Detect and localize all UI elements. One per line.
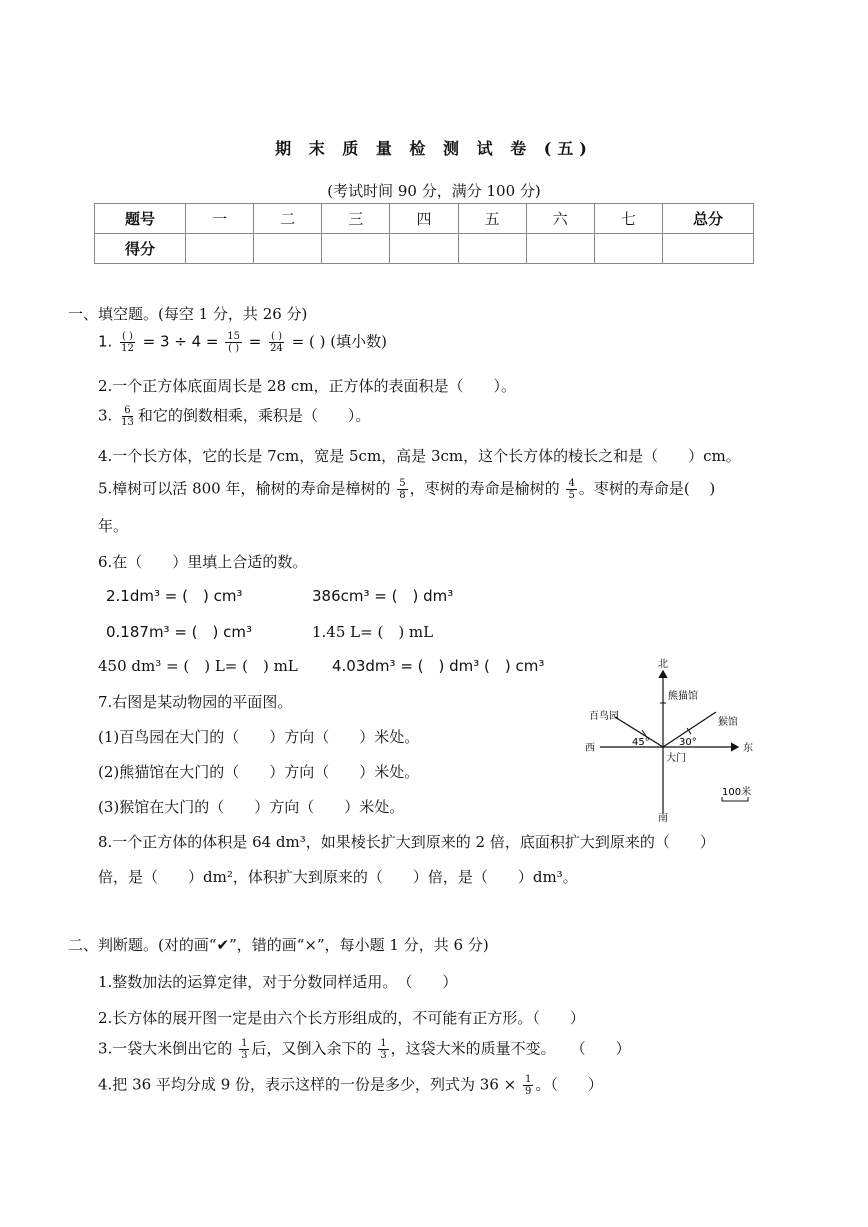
score-cell-4[interactable]	[390, 234, 458, 264]
fraction: $\frac{5}{8}$	[399, 478, 406, 501]
score-table-header-row	[95, 204, 754, 234]
col-part-7: 七	[594, 204, 662, 234]
question-1-1: 1. $\frac{( )}{12}$ = 3 ÷ 4 = $\frac{15}{( )}$ = $\frac{( )}{24}$ = ( ) (填小数)	[98, 331, 387, 354]
col-part-3: 三	[322, 204, 390, 234]
question-1-5: 5.樟树可以活 800 年，榆树的寿命是樟树的 $\frac{5}{8}$ ，枣树的寿命是榆树的 $\frac{4}{5}$ 。枣树的寿命是( )	[98, 478, 716, 501]
map-gate-label: 大门	[666, 753, 686, 764]
col-part-1: 一	[186, 204, 254, 234]
fraction: $\frac{4}{5}$	[568, 478, 575, 501]
q6-item-6: 4.03dm³ = ( ) dm³ ( ) cm³	[332, 657, 545, 675]
judge-question-3: 3.一袋大米倒出它的 $\frac{1}{3}$ 后，又倒入余下的 $\frac{1}{3}$ ，这袋大米的质量不变。 （ ）	[98, 1038, 631, 1061]
score-cell-total[interactable]	[663, 234, 754, 264]
score-table	[94, 203, 754, 264]
q6-item-2: 386cm³ = ( ) dm³	[312, 587, 454, 605]
col-question-number: 题号	[95, 204, 186, 234]
fraction: $\frac{1}{3}$	[241, 1038, 248, 1061]
score-cell-7[interactable]	[594, 234, 662, 264]
map-panda-label: 熊猫馆	[668, 691, 698, 702]
score-cell-6[interactable]	[526, 234, 594, 264]
col-part-2: 二	[254, 204, 322, 234]
q6-item-4: 1.45 L= ( ) mL	[312, 623, 434, 641]
score-table-score-row	[95, 234, 754, 264]
judge-question-2: 2.长方体的展开图一定是由六个长方形组成的，不可能有正方形。（ ）	[98, 1009, 585, 1027]
col-total: 总分	[663, 204, 754, 234]
map-west-label: 西	[585, 743, 595, 754]
section2-heading: 二、判断题。(对的画“✔”，错的画“×”，每小题 1 分，共 6 分)	[68, 936, 489, 954]
score-cell-2[interactable]	[254, 234, 322, 264]
question-1-7: 7.右图是某动物园的平面图。	[98, 693, 293, 711]
exam-subtitle: (考试时间 90 分，满分 100 分)	[327, 182, 541, 200]
map-east-label: 东	[743, 743, 753, 754]
fraction: $\frac{6}{13}$	[121, 405, 134, 428]
col-part-6: 六	[526, 204, 594, 234]
zoo-map-diagram	[580, 655, 790, 825]
fraction: $\frac{( )}{24}$	[270, 331, 283, 354]
col-part-5: 五	[458, 204, 526, 234]
fraction: $\frac{( )}{12}$	[121, 331, 134, 354]
question-1-4: 4.一个长方体，它的长是 7cm，宽是 5cm，高是 3cm，这个长方体的棱长之和是（ ）cm。	[98, 447, 741, 465]
exam-title: 期 末 质 量 检 测 试 卷 (五)	[275, 139, 593, 158]
map-monkey-label: 猴馆	[718, 717, 738, 728]
q6-item-5: 450 dm³ = ( ) L= ( ) mL	[98, 657, 298, 675]
fraction: $\frac{1}{3}$	[380, 1038, 387, 1061]
score-cell-3[interactable]	[322, 234, 390, 264]
q7-part-1: (1)百鸟园在大门的（ ）方向（ ）米处。	[98, 728, 420, 746]
map-south-label: 南	[658, 813, 668, 824]
score-cell-5[interactable]	[458, 234, 526, 264]
q7-part-3: (3)猴馆在大门的（ ）方向（ ）米处。	[98, 798, 405, 816]
map-bird-garden-label: 百鸟园	[589, 711, 619, 722]
q6-item-1: 2.1dm³ = ( ) cm³	[106, 587, 243, 605]
question-1-6: 6.在（ ）里填上合适的数。	[98, 553, 308, 571]
judge-question-4: 4.把 36 平均分成 9 份，表示这样的一份是多少，列式为 36 × $\frac{1}{9}$ 。（ ）	[98, 1074, 603, 1097]
map-north-label: 北	[658, 659, 668, 670]
map-angle-30: 30°	[679, 737, 697, 748]
judge-question-1: 1.整数加法的运算定律，对于分数同样适用。 （ ）	[98, 973, 458, 991]
fraction: $\frac{1}{9}$	[525, 1074, 532, 1097]
map-scale-label: 100米	[722, 787, 752, 798]
question-1-8-line1: 8.一个正方体的体积是 64 dm³，如果棱长扩大到原来的 2 倍，底面积扩大到原来的（ ）	[98, 833, 715, 851]
row-score-label: 得分	[95, 234, 186, 264]
question-1-3: 3. $\frac{6}{13}$ 和它的倒数相乘，乘积是（ ）。	[98, 405, 371, 428]
question-1-5-continued: 年。	[98, 517, 129, 535]
q7-part-2: (2)熊猫馆在大门的（ ）方向（ ）米处。	[98, 763, 420, 781]
q6-item-3: 0.187m³ = ( ) cm³	[106, 623, 253, 641]
section1-heading: 一、填空题。(每空 1 分，共 26 分)	[68, 305, 308, 323]
score-cell-1[interactable]	[186, 234, 254, 264]
question-1-2: 2.一个正方体底面周长是 28 cm，正方体的表面积是（ ）。	[98, 377, 517, 395]
fraction: $\frac{15}{( )}$	[227, 331, 240, 354]
question-1-8-line2: 倍，是（ ）dm²，体积扩大到原来的（ ）倍，是（ ）dm³。	[98, 868, 578, 886]
map-angle-45: 45°	[632, 737, 650, 748]
col-part-4: 四	[390, 204, 458, 234]
